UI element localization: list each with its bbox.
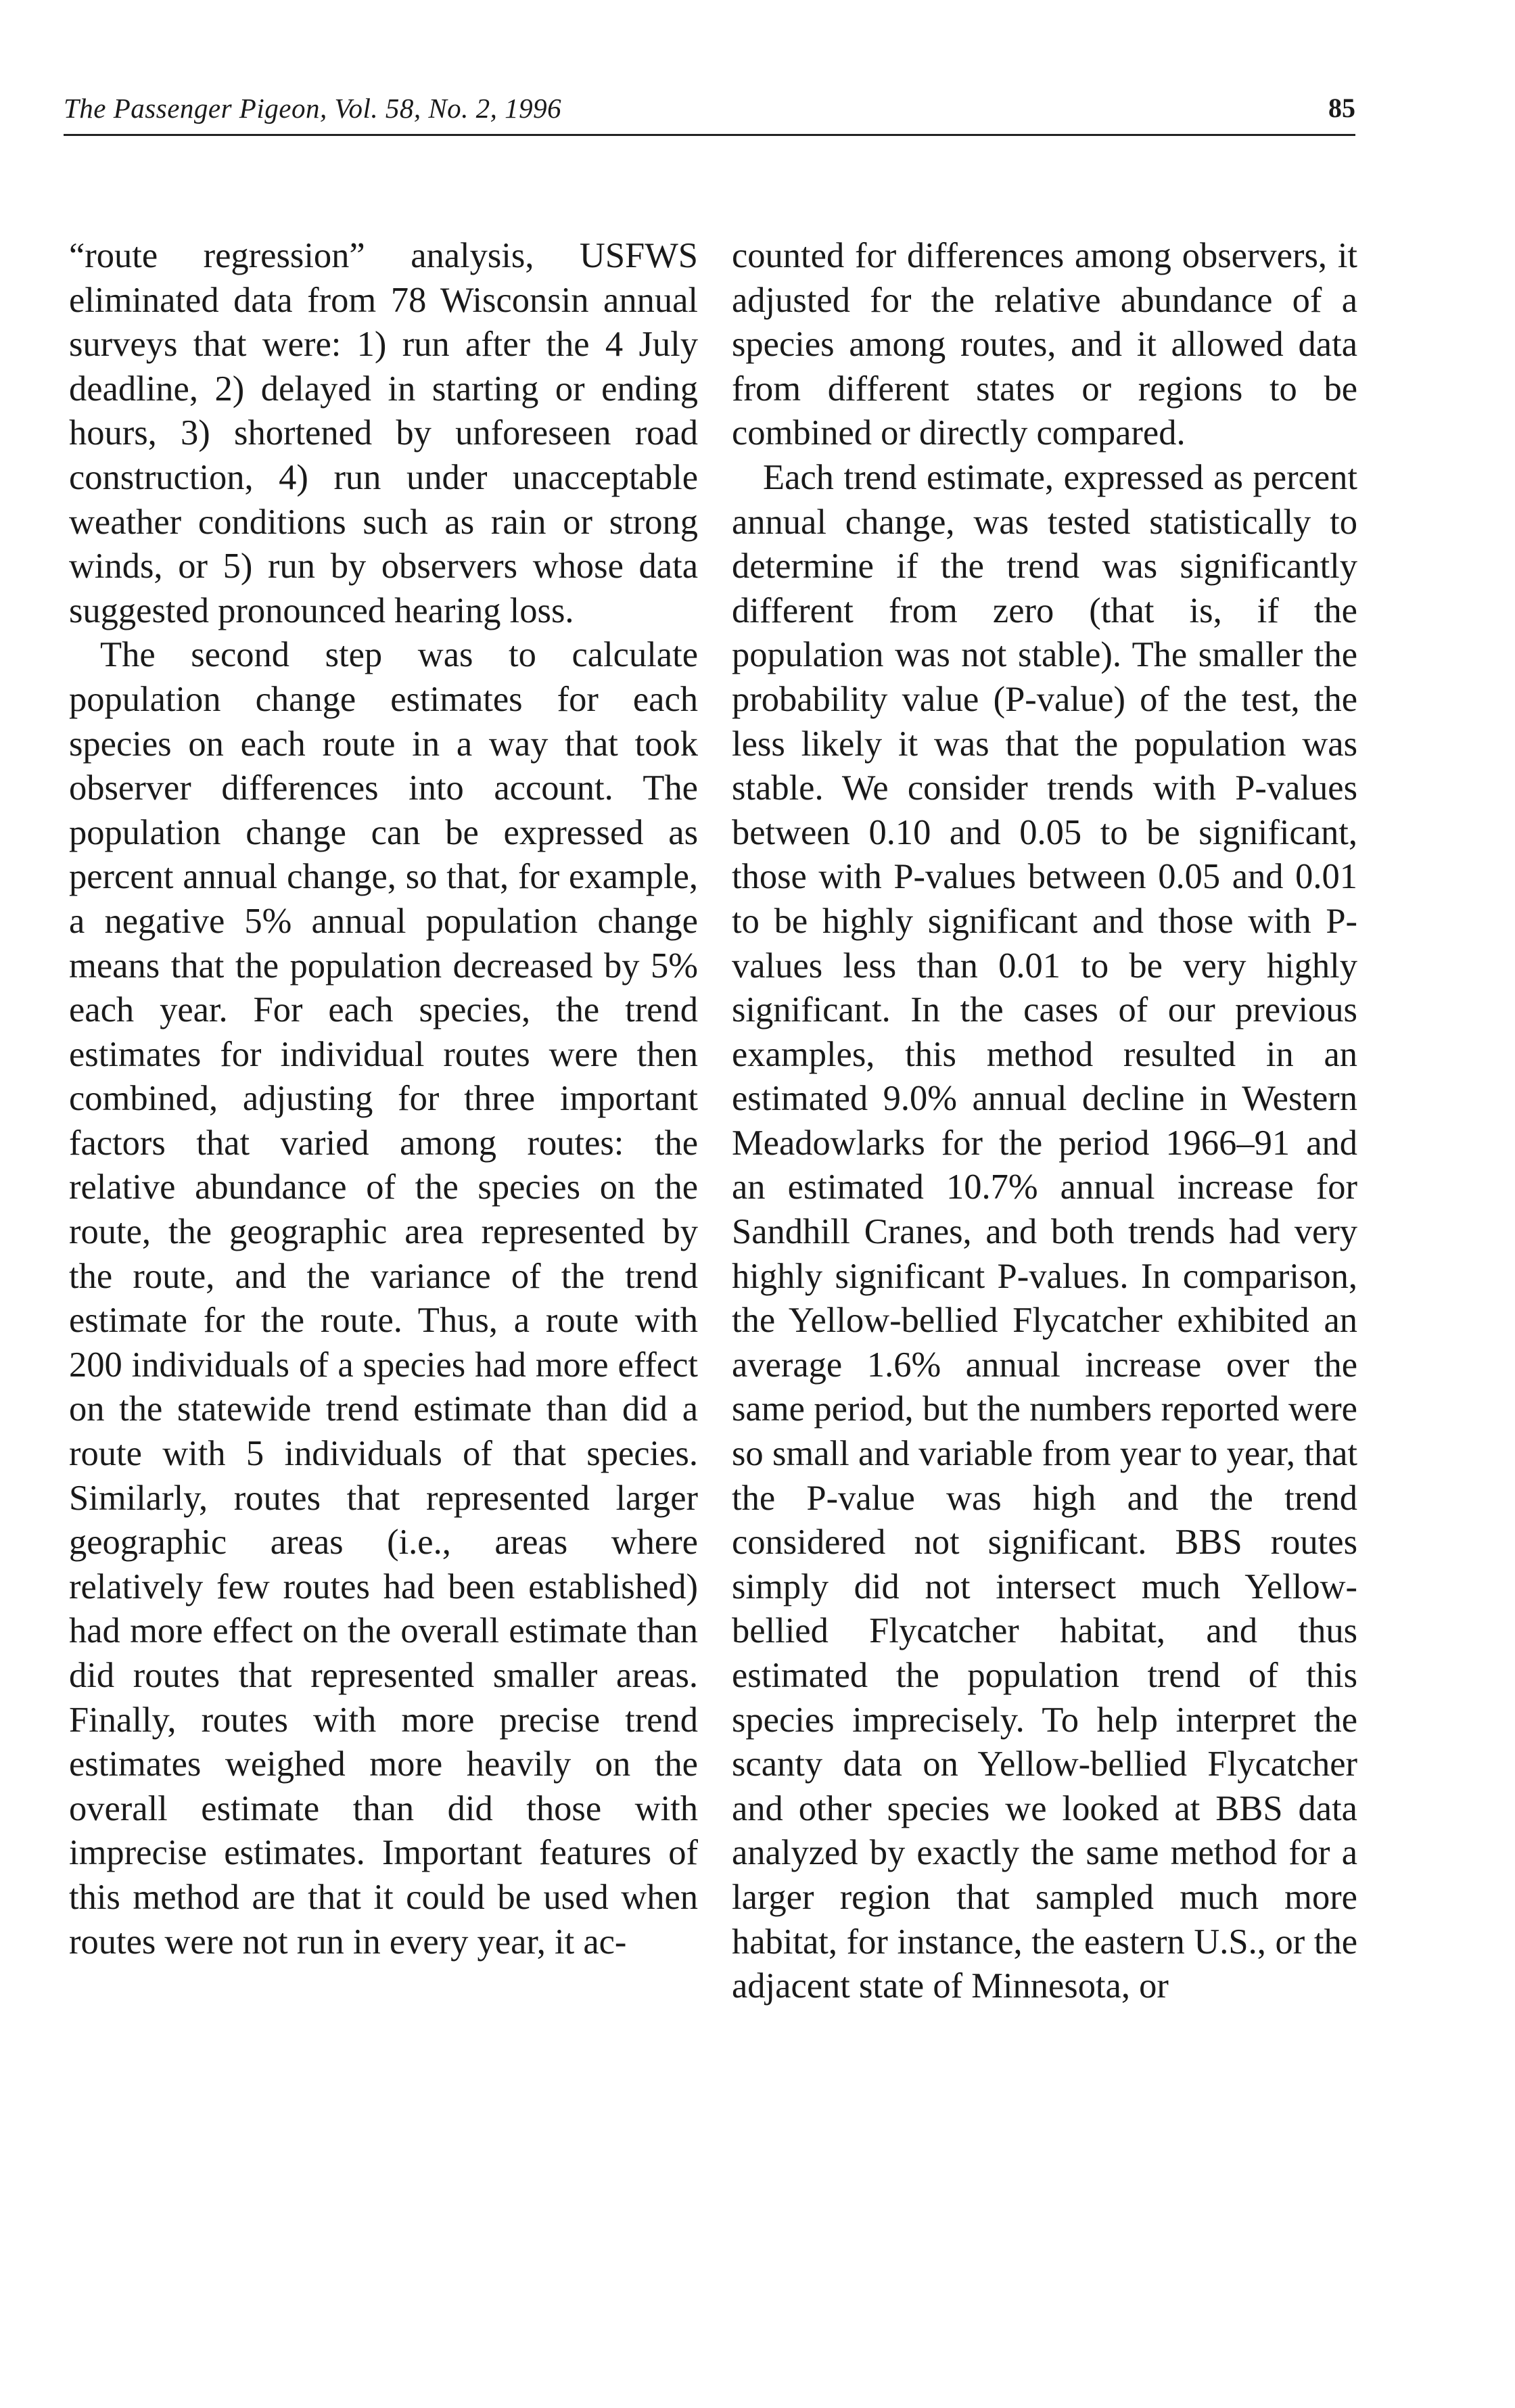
running-header <box>64 87 1355 136</box>
paragraph-route-regression: “route regression” analysis, USFWS eliminated data from 78 Wisconsin annual surveys that were: 1) run after the 4 July deadline, 2) delayed in starting or ending hours, 3) shortened by unforeseen road construction, 4) run under unacceptable weather conditions such as rain or strong winds, or 5) run by observers whose data suggested pronounced hearing loss. <box>69 236 698 630</box>
right-column <box>732 234 1357 2009</box>
page-number: 85 <box>1328 93 1355 123</box>
journal-citation: The Passenger Pigeon, Vol. 58, No. 2, 1996 <box>64 93 562 124</box>
paragraph-trend-estimate: Each trend estimate, expressed as percent annual change, was tested statistically to determine if the trend was significantly different from zero (that is, if the population was not stable). The smaller the probability value (P-value) of the test, the less likely it was that the population was stable. We consider trends with P-values between 0.10 and 0.05 to be significant, those with P-values between 0.05 and 0.01 to be highly significant and those with P-values less than 0.01 to be very highly significant. In the cases of our previous examples, this method resulted in an estimated 9.0% annual decline in Western Meadowlarks for the period 1966–91 and an estimated 10.7% annual increase for Sandhill Cranes, and both trends had very highly significant P-values. In comparison, the Yellow-bellied Flycatcher exhibited an average 1.6% annual increase over the same period, but the numbers reported were so small and variable from year to year, that the P-value was high and the trend considered not significant. BBS routes simply did not intersect much Yellow-bellied Flycatcher habitat, and thus estimated the population trend of this species imprecisely. To help interpret the scanty data on Yellow-bellied Flycatcher and other species we looked at BBS data analyzed by exactly the same method for a larger region that sampled much more habitat, for instance, the eastern U.S., or the adjacent state of Minnesota, or <box>732 457 1357 2006</box>
left-column <box>69 234 698 1964</box>
paragraph-second-step: The second step was to calculate population change estimates for each species on each route in a way that took observer differences into account. The population change can be expressed as percent annual change, so that, for example, a negative 5% annual population change means that the population decreased by 5% each year. For each species, the trend estimates for individual routes were then combined, adjusting for three important factors that varied among routes: the relative abundance of the species on the route, the geographic area represented by the route, and the variance of the trend estimate for the route. Thus, a route with 200 individuals of a species had more effect on the statewide trend estimate than did a route with 5 individuals of that species. Similarly, routes that represented larger geographic areas (i.e., areas where relatively few routes had been established) had more effect on the overall estimate than did routes that represented smaller areas. Finally, routes with more precise trend estimates weighed more heavily on the overall estimate than did those with imprecise estimates. Important features of this method are that it could be used when routes were not run in every year, it ac- <box>69 635 698 1962</box>
paragraph-continuation: counted for differences among observers, it adjusted for the relative abundance of a species among routes, and it allowed data from different states or regions to be combined or directly compared. <box>732 236 1357 453</box>
